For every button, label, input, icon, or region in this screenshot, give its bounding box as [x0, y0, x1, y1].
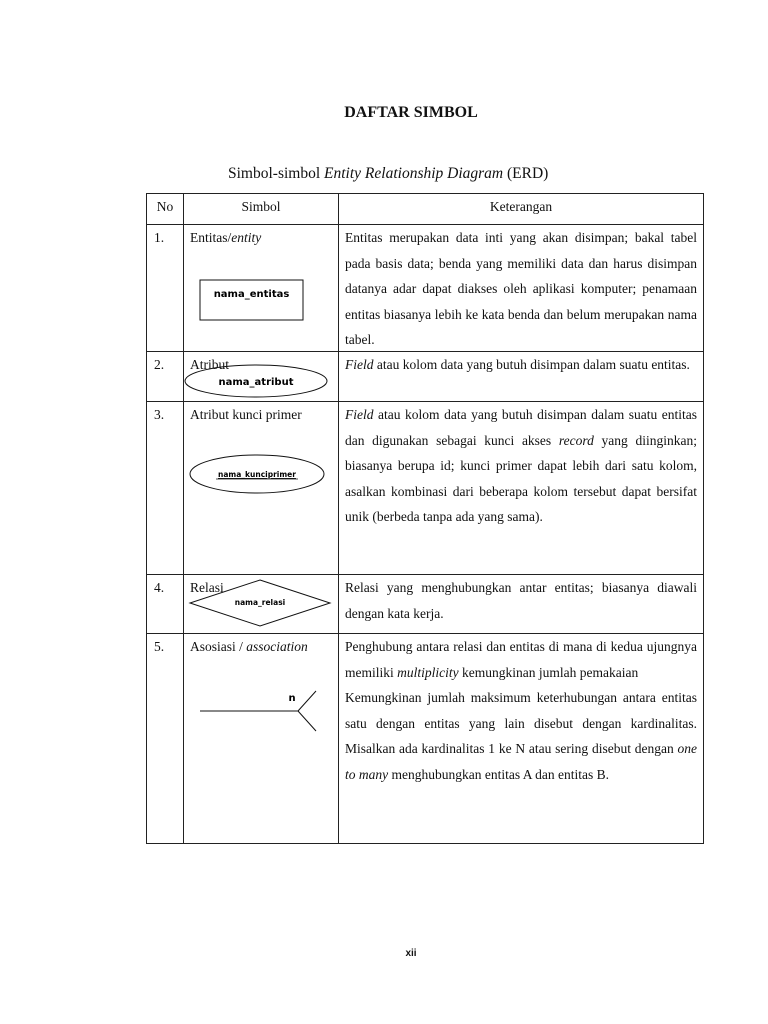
desc-italic: Field: [345, 407, 374, 422]
symbol-name: Atribut kunci primer: [184, 402, 339, 574]
symbol-name: Atribut: [184, 352, 339, 401]
description: [339, 634, 703, 843]
primary-key-label: nama_kunciprimer: [218, 470, 296, 479]
symbol-name-text: Entitas/: [190, 230, 232, 245]
caption-italic: Entity Relationship Diagram: [324, 165, 504, 182]
row-number: 4.: [147, 575, 184, 633]
row-number: 5.: [147, 634, 184, 843]
description: Relasi yang menghubungkan antar entitas; biasanya diawali dengan kata kerja.: [345, 580, 697, 621]
table-row: [147, 574, 703, 633]
symbol-name: [184, 634, 339, 843]
symbol-name-text: Asosiasi /: [190, 639, 247, 654]
relation-label: nama_relasi: [234, 598, 286, 607]
row-number: 3.: [147, 402, 184, 574]
desc-italic: one to many: [345, 741, 697, 782]
description: Entitas merupakan data inti yang akan disimpan; bakal tabel pada basis data; benda yang memiliki data dan harus disimpan datanya adar dapat diakses oleh aplikasi komputer; penamaan entitas biasanya lebih ke kata benda dan belum merupakan nama tabel.: [345, 230, 697, 347]
row-number: 1.: [147, 225, 184, 351]
table-row: [147, 401, 703, 574]
page-number: xii: [405, 948, 417, 959]
symbol-name: Relasi: [184, 575, 339, 633]
description: [339, 402, 703, 574]
desc-text: Penghubung antara relasi dan entitas di mana di kedua ujungnya memiliki: [345, 639, 697, 680]
desc-text: yang diinginkan; biasanya berupa id; kunci primer dapat lebih dari satu kolom, asalkan kombinasi dari beberapa kolom tersebut dapat bersifat unik (berbeda tanpa ada yang sama).: [345, 432, 697, 524]
row-number: 2.: [147, 352, 184, 401]
desc-text: atau kolom data yang butuh disimpan dalam suatu entitas.: [373, 357, 690, 372]
desc-text: atau kolom data yang butuh disimpan dalam suatu entitas dan digunakan sebagai kunci akses: [345, 407, 697, 448]
header-keterangan: Keterangan: [489, 199, 553, 214]
table-row: [147, 633, 703, 843]
table-row: [147, 224, 703, 351]
desc-italic: multiplicity: [397, 664, 459, 680]
attribute-label: nama_atribut: [218, 377, 294, 388]
table-header-row: [147, 194, 703, 224]
description: [339, 352, 703, 401]
page-title: DAFTAR SIMBOL: [344, 104, 478, 121]
symbol-table: [146, 193, 704, 844]
header-simbol: Simbol: [184, 194, 339, 224]
desc-text: Kemungkinan jumlah maksimum keterhubungan antara entitas satu dengan entitas yang lain disebut dengan kardinalitas. Misalkan ada kardinalitas 1 ke N atau sering disebut dengan: [345, 690, 697, 756]
caption-text: Simbol-simbol: [228, 165, 325, 182]
table-caption: [228, 165, 548, 183]
entity-label: nama_entitas: [213, 289, 290, 300]
symbol-name-italic: entity: [231, 230, 262, 245]
symbol-name: [184, 225, 339, 351]
desc-text: menghubungkan entitas A dan entitas B.: [388, 766, 609, 782]
desc-text: kemungkinan jumlah pemakaian: [458, 664, 639, 680]
caption-suffix: (ERD): [503, 165, 549, 182]
table-row: [147, 351, 703, 401]
header-no: No: [147, 194, 184, 224]
desc-italic: Field: [345, 357, 374, 372]
multiplicity-label: n: [288, 693, 296, 704]
symbol-name-italic: association: [246, 639, 308, 654]
desc-italic: record: [558, 432, 594, 448]
